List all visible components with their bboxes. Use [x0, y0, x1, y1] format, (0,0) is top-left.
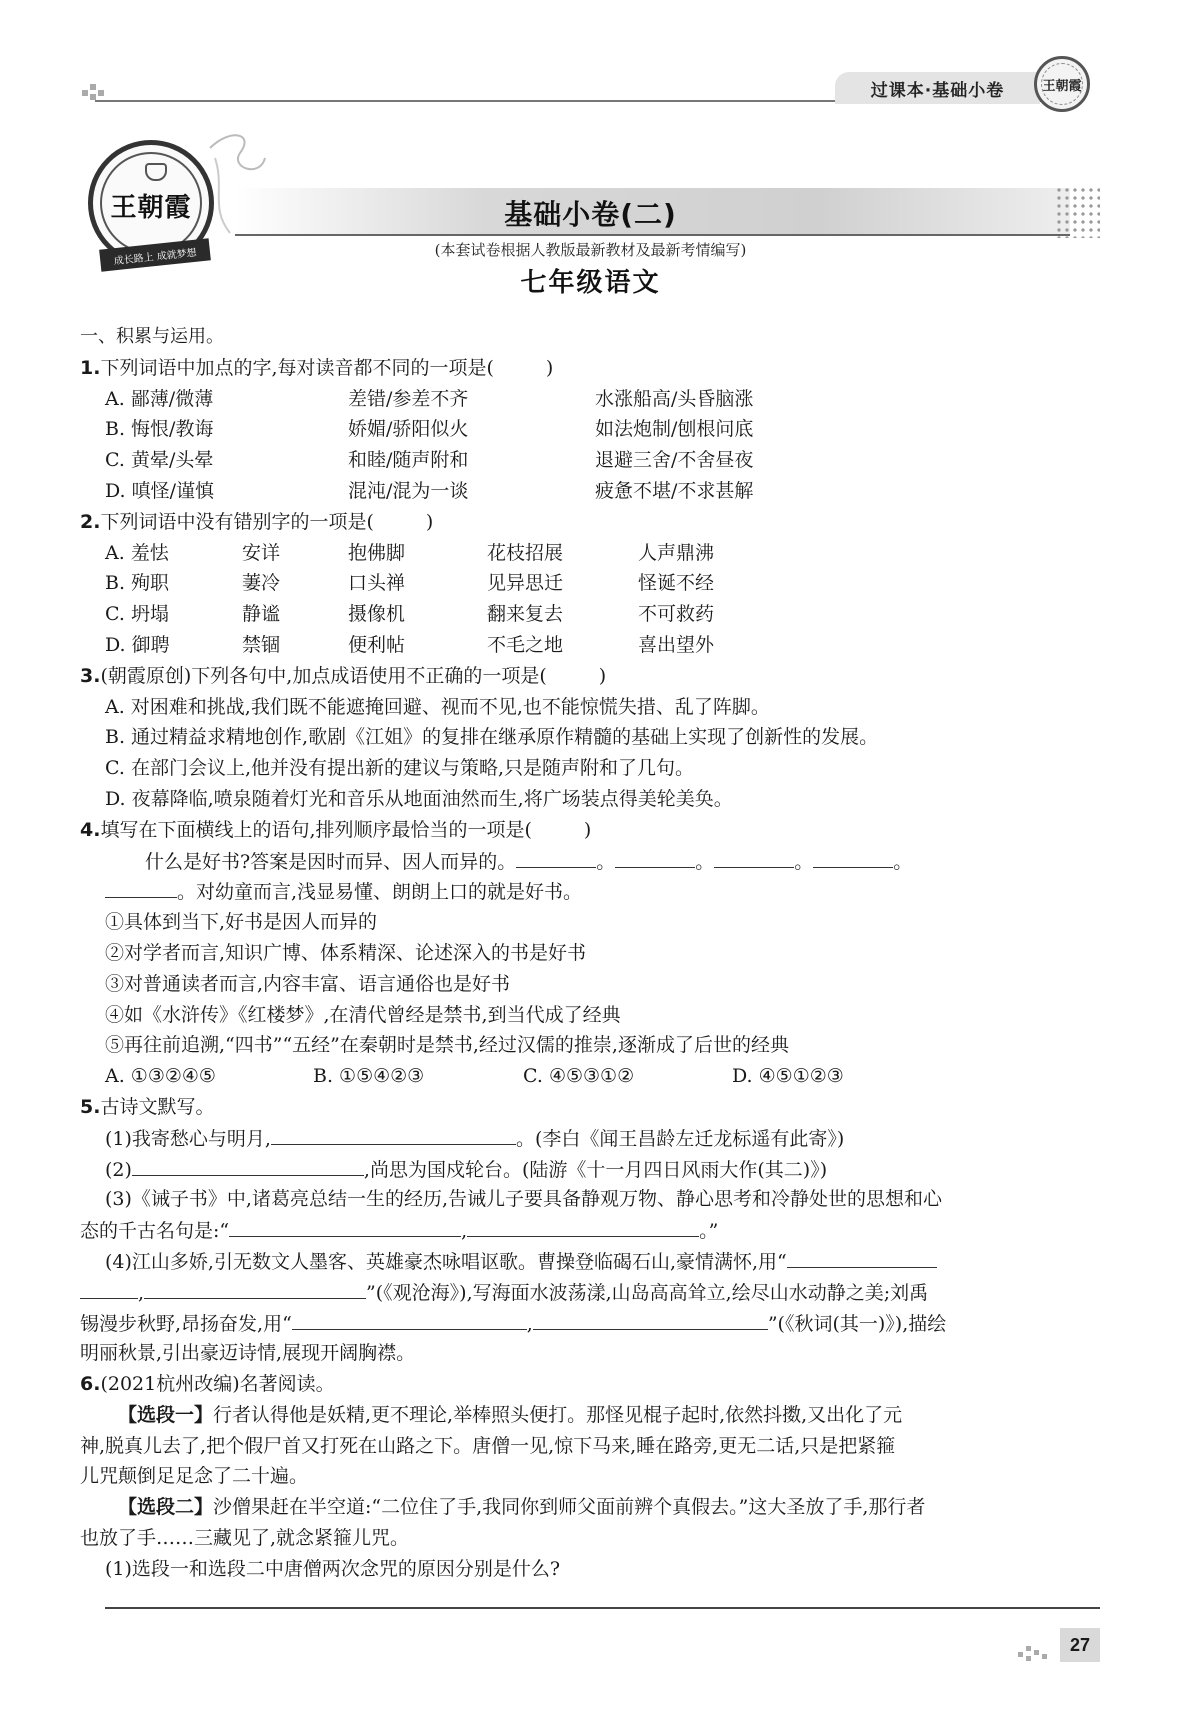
q5-part-3-line-2 [80, 1215, 1100, 1246]
bracket-close: ) [425, 510, 434, 533]
option-cell: C. 黄晕/头晕 [105, 449, 214, 472]
excerpt-1-line-3: 儿咒颠倒足足念了二十遍。 [80, 1465, 309, 1488]
option-cell: 和睦/随声附和 [348, 449, 469, 472]
q5-part-1 [80, 1123, 1100, 1154]
series-label: 过课本·基础小卷 [835, 72, 1040, 104]
q4-item-4: ④如《水浒传》《红楼梦》,在清代曾经是禁书,到当代成了经典 [105, 1003, 621, 1026]
option-cell: 混沌/混为一谈 [348, 479, 469, 502]
page-subtitle: (本套试卷根据人教版最新教材及最新考情编写) [434, 241, 747, 259]
fill-blank[interactable] [533, 1308, 768, 1330]
option-cell: 差错/参差不齐 [348, 387, 469, 410]
grade-subject: 七年级语文 [520, 268, 661, 298]
question-number: 4. [80, 818, 101, 841]
q2-option-d[interactable] [80, 630, 1100, 661]
sep: 。 [596, 850, 616, 873]
text: ”(《观沧海》),写海面水波荡漾,山岛高高耸立,绘尽山水动静之美;刘禹 [366, 1281, 929, 1304]
passage-text: 什么是好书?答案是因时而异、因人而异的。 [145, 850, 517, 873]
brand-tagline: 成长路上 成就梦想 [99, 238, 211, 271]
option-cell: 喜出望外 [638, 633, 715, 656]
excerpt-1-line-2: 神,脱真儿去了,把个假尸首又打死在山路之下。唐僧一见,惊下马来,睡在路旁,更无二话,只是把紧箍 [80, 1434, 896, 1457]
option-cell: B. 悔恨/教诲 [105, 418, 214, 441]
seal-name: 王朝霞 [110, 193, 192, 223]
question-stem: 填写在下面横线上的语句,排列顺序最恰当的一项是( [100, 818, 532, 841]
q5-part-3-line-1: (3)《诫子书》中,诸葛亮总结一生的经历,告诫儿子要具备静观万物、静心思考和冷静处世的思想和心 [105, 1188, 942, 1211]
crown-icon [145, 163, 167, 181]
q4-passage-line-2 [80, 876, 1100, 907]
fill-blank-4[interactable] [813, 846, 893, 868]
q3-option-b[interactable]: B. 通过精益求精地创作,歌剧《江姐》的复排在继承原作精髓的基础上实现了创新性的发展。 [105, 726, 879, 749]
question-2 [80, 507, 1100, 538]
footer-dots [1018, 1644, 1052, 1662]
option-cell: C. 坍塌 [105, 603, 169, 626]
option-cell: 见异思迁 [487, 572, 564, 595]
fill-blank[interactable] [292, 1308, 527, 1330]
page-number: 27 [1060, 1628, 1100, 1662]
bracket-close: ) [598, 664, 607, 687]
page-title: 基础小卷(二) [504, 198, 677, 231]
q5-part-4-line-4: 明丽秋景,引出豪迈诗情,展现开阔胸襟。 [80, 1342, 416, 1365]
q4-item-1: ①具体到当下,好书是因人而异的 [105, 911, 378, 934]
question-number: 2. [80, 510, 101, 533]
question-3 [80, 661, 1100, 692]
sep: 。 [794, 850, 814, 873]
q2-option-b[interactable] [80, 568, 1100, 599]
option-cell: 翻来复去 [487, 603, 564, 626]
choice-a[interactable]: A. ①③②④⑤ [105, 1065, 216, 1088]
q3-option-d[interactable]: D. 夜幕降临,喷泉随着灯光和音乐从地面油然而生,将广场装点得美轮美奂。 [105, 787, 733, 810]
option-cell: B. 殉职 [105, 572, 170, 595]
text: , [138, 1281, 145, 1304]
q5-part-4-line-2 [80, 1277, 1100, 1308]
text: ”(《秋词(其一)》),描绘 [767, 1312, 947, 1335]
q2-option-c[interactable] [80, 599, 1100, 630]
option-cell: 不毛之地 [487, 633, 564, 656]
question-content [80, 322, 1100, 1585]
fill-blank-2[interactable] [615, 846, 695, 868]
option-cell: 安详 [242, 541, 281, 564]
option-cell: 如法炮制/刨根问底 [595, 418, 754, 441]
q4-choices [80, 1061, 1100, 1092]
excerpt-2-line-2: 也放了手……三藏见了,就念紧箍儿咒。 [80, 1527, 410, 1550]
option-cell: D. 嗔怪/谨慎 [105, 479, 215, 502]
question-stem: 下列词语中没有错别字的一项是( [100, 510, 374, 533]
fill-blank[interactable] [144, 1277, 366, 1299]
option-cell: 抱佛脚 [348, 541, 406, 564]
fill-blank[interactable] [132, 1154, 364, 1176]
q4-item-5: ⑤再往前追溯,“四书”“五经”在秦朝时是禁书,经过汉儒的推崇,逐渐成了后世的经典 [105, 1034, 789, 1057]
choice-d[interactable]: D. ④⑤①②③ [732, 1065, 844, 1088]
question-stem: 名著阅读。 [239, 1373, 335, 1396]
option-cell: 摄像机 [348, 603, 406, 626]
text: , [461, 1220, 468, 1243]
question-number: 5. [80, 1095, 101, 1118]
option-cell: A. 鄙薄/微薄 [105, 387, 214, 410]
option-cell: 水涨船高/头昏脑涨 [595, 387, 754, 410]
text: 。(李白《闻王昌龄左迁龙标遥有此寄》) [515, 1127, 845, 1150]
fill-blank-5[interactable] [105, 876, 177, 898]
text: (2) [105, 1158, 132, 1181]
question-number: 3. [80, 664, 101, 687]
text: (4)江山多娇,引无数文人墨客、英雄豪杰咏唱讴歌。曹操登临碣石山,豪情满怀,用“ [105, 1250, 787, 1273]
fill-blank[interactable] [229, 1215, 461, 1237]
choice-b[interactable]: B. ①⑤④②③ [313, 1065, 425, 1088]
question-6 [80, 1369, 1100, 1400]
question-number: 6. [80, 1373, 101, 1396]
fill-blank[interactable] [80, 1277, 138, 1299]
option-cell: 疲惫不堪/不求甚解 [595, 479, 754, 502]
question-source-tag: (2021杭州改编) [100, 1373, 240, 1396]
footer-rule [105, 1607, 1100, 1609]
text: 锡漫步秋野,昂扬奋发,用“ [80, 1312, 292, 1335]
excerpt-1-line-1 [80, 1400, 1100, 1431]
option-cell: 萋冷 [242, 572, 281, 595]
option-cell: 退避三舍/不舍昼夜 [595, 449, 754, 472]
question-stem: 下列各句中,加点成语使用不正确的一项是( [191, 664, 547, 687]
excerpt-2-line-1 [80, 1492, 1100, 1523]
bracket-close: ) [583, 818, 592, 841]
q1-option-a[interactable] [80, 384, 1100, 415]
question-5 [80, 1092, 1100, 1123]
excerpt-label: 【选段一】 [118, 1403, 214, 1426]
q1-option-d[interactable] [80, 476, 1100, 507]
fill-blank-3[interactable] [714, 846, 794, 868]
text: , [526, 1312, 533, 1335]
q5-part-2 [80, 1154, 1100, 1185]
option-cell: 娇媚/骄阳似火 [348, 418, 469, 441]
brand-seal-small: 王朝霞 [1034, 56, 1090, 112]
fill-blank-1[interactable] [516, 846, 596, 868]
option-cell: 便利帖 [348, 633, 406, 656]
fill-blank[interactable] [467, 1215, 699, 1237]
text: 态的千古名句是:“ [80, 1220, 230, 1243]
sep: 。 [893, 850, 913, 873]
q5-part-4-line-3 [80, 1308, 1100, 1339]
q1-option-c[interactable] [80, 445, 1100, 476]
q3-option-c[interactable]: C. 在部门会议上,他并没有提出新的建议与策略,只是随声附和了几句。 [105, 757, 695, 780]
option-cell: 人声鼎沸 [638, 541, 715, 564]
text: 行者认得他是妖精,更不理论,举棒照头便打。那怪见棍子起时,依然抖擞,又出化了元 [213, 1403, 903, 1426]
option-cell: 花枝招展 [487, 541, 564, 564]
option-cell: 禁锢 [242, 633, 281, 656]
question-source-tag: (朝霞原创) [100, 664, 192, 687]
option-cell: 静谧 [242, 603, 281, 626]
option-cell: D. 御聘 [105, 633, 170, 656]
question-number: 1. [80, 356, 101, 379]
question-4 [80, 815, 1100, 846]
q1-option-b[interactable] [80, 414, 1100, 445]
option-cell: 不可救药 [638, 603, 715, 626]
question-stem: 古诗文默写。 [100, 1095, 215, 1118]
text: 沙僧果赶在半空道:“二位住了手,我同你到师父面前辨个真假去。”这大圣放了手,那行者 [213, 1496, 926, 1519]
q4-item-2: ②对学者而言,知识广博、体系精深、论述深入的书是好书 [105, 941, 587, 964]
section-heading: 一、积累与运用。 [80, 326, 224, 347]
q2-option-a[interactable] [80, 538, 1100, 569]
bracket-close: ) [545, 356, 554, 379]
q4-passage-line-1 [80, 846, 1100, 877]
text: (1)我寄愁心与明月, [105, 1127, 271, 1150]
q3-option-a[interactable]: A. 对困难和挑战,我们既不能遮掩回避、视而不见,也不能惊慌失措、乱了阵脚。 [105, 695, 770, 718]
q5-part-4-line-1 [80, 1246, 1100, 1277]
option-cell: 口头禅 [348, 572, 406, 595]
q4-item-3: ③对普通读者而言,内容丰富、语言通俗也是好书 [105, 972, 511, 995]
excerpt-label: 【选段二】 [118, 1496, 214, 1519]
choice-c[interactable]: C. ④⑤③①② [523, 1065, 635, 1088]
passage-text: 。对幼童而言,浅显易懂、朗朗上口的就是好书。 [177, 881, 583, 904]
q6-sub-question-1: (1)选段一和选段二中唐僧两次念咒的原因分别是什么? [105, 1557, 561, 1580]
sep: 。 [695, 850, 715, 873]
option-cell: A. 羞怯 [105, 541, 169, 564]
text: 。” [699, 1220, 719, 1243]
fill-blank[interactable] [787, 1246, 937, 1268]
text: ,尚思为国戍轮台。(陆游《十一月四日风雨大作(其二)》) [363, 1158, 828, 1181]
question-stem: 下列词语中加点的字,每对读音都不同的一项是( [100, 356, 494, 379]
option-cell: 怪诞不经 [638, 572, 715, 595]
question-1 [80, 353, 1100, 384]
fill-blank[interactable] [271, 1123, 516, 1145]
